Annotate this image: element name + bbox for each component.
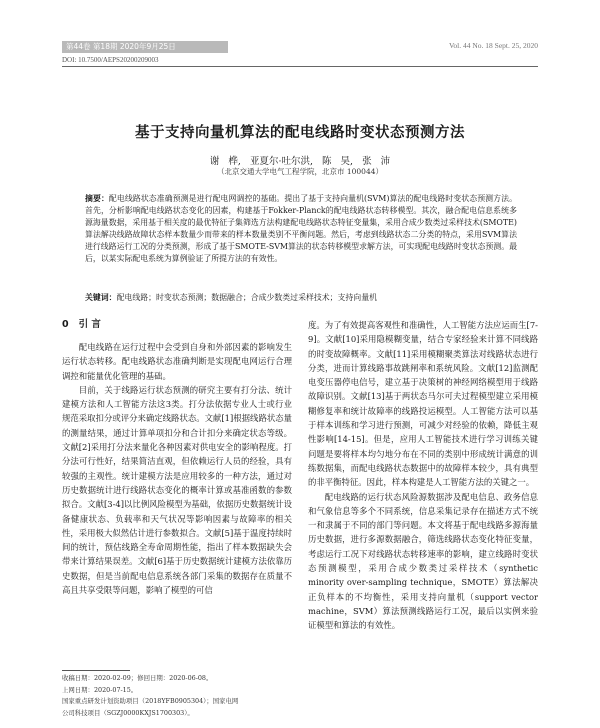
footnotes: [62, 673, 298, 719]
authors: 谢 桦, 亚夏尔·吐尔洪, 陈 昊, 张 沛: [209, 156, 391, 167]
paragraph: 目前，关于线路运行状态预测的研究主要有打分法、统计建模方法和人工智能方法这3类。打分法依据专业人士或行业规范采取扣分或评分来确定线路状态。文献[1]根据线路状态量的测量结果，通过计算单项扣分和合计扣分来确定状态等级。文献[2]采用打分法来量化各种因素对供电安全的影响程度。打分法可行性好，结果简洁直观，但依赖运行人员的经验，具有较强的主观性。统计建模方法是应用较多的一种方法，通过对历史数据统计进行线路状态变化的概率计算或基准函数的参数拟合。文献[3-4]以比例风险模型为基础，依据历史数据统计设备健康状态、负载率和天气状况等影响因素与故障率的相关性，采用极大似然估计进行参数拟合。文献[5]基于温度持续时间的统计，预估线路全寿命周期性能，指出了样本数据缺失会带来计算结果误差。文献[6]基于历史数据统计建模方法依靠历史数据，但是当前配电信息系统各部门采集的数据存在质量不高且共享受限等问题，影响了模型的可信: [62, 384, 292, 596]
header-divider: [62, 66, 538, 67]
section-heading: [62, 318, 292, 332]
abstract-label: 摘要：: [85, 194, 109, 203]
section-number: 0: [62, 319, 69, 330]
journal-issue-banner: 第44卷 第18期 2020年9月25日: [62, 41, 228, 53]
keywords-text: 配电线路；时变状态预测；数据融合；合成少数类过采样技术；支持向量机: [116, 293, 377, 302]
section-title: 引 言: [78, 319, 101, 330]
footnote-line: 公司科技项目（SGZJ0000KXJS1700303）。: [62, 708, 194, 717]
paragraph: 配电线路在运行过程中会受到自身和外部因素的影响发生运行状态转移。配电线路状态准确判断是实现配电网运行合理调控和能量优化管理的基础。: [62, 342, 292, 381]
doi: DOI: 10.7500/AEPS20200209003: [62, 56, 159, 64]
footnote-line: 收稿日期：2020-02-09；修回日期：2020-06-08。: [62, 674, 213, 682]
left-column: [62, 318, 292, 597]
footnote-line: 上网日期：2020-07-15。: [62, 685, 138, 694]
paper-title: 基于支持向量机算法的配电线路时变状态预测方法: [135, 125, 465, 141]
keywords-label: 关键词：: [85, 293, 117, 302]
right-column: [308, 318, 538, 633]
abstract-text: 配电线路状态准确预测是进行配电网调控的基础。提出了基于支持向量机(SVM)算法的配电线路时变状态预测方法。首先，分析影响配电线路状态变化的因素，构建基于Fokker-Planck的配电线路状态转移模型。其次，融合配电信息系统多源海量数据，采用基于相关度的最优特征子集筛选方法构建配电线路状态特征变量集，采用合成少数类过采样技术(SMOTE)算法解决线路故障状态样本数量少而带来的样本数量类别不平衡问题。然后，考虑到线路状态二分类的特点，采用SVM算法进行线路运行工况的分类预测，形成了基于SMOTE-SVM算法的状态转移模型求解方法，可实现配电线路时变状态预测。最后，以某实际配电系统为算例验证了所提方法的有效性。: [85, 194, 517, 264]
paragraph: 度。为了有效提高客观性和准确性，人工智能方法应运而生[7-9]。文献[10]采用隐模糊变量，结合专家经验来计算不同线路的时变故障概率。文献[11]采用模糊聚类算法对线路状态进行分类，进而计算线路事故跳闸率和系统风险。文献[12]监测配电变压器停电信号，建立基于决策树的神经网络模型用于线路故障识别。文献[13]基于两状态马尔可夫过程模型建立采用模糊修复率和统计故障率的线路投运模型。人工智能方法可以基于样本训练和学习进行预测，可减少对经验的依赖，降低主观性影响[14-15]。但是，应用人工智能技术进行学习训练关键问题是要将样本均匀地分布在不同的类别中形成统计满意的训练数据集，而配电线路状态数据中的故障样本较少，具有典型的非平衡特征。因此，样本构建是人工智能方法的关键之一。: [308, 320, 538, 488]
abstract: [85, 193, 517, 266]
keywords: [85, 292, 517, 304]
volume-info: Vol. 44 No. 18 Sept. 25, 2020: [448, 41, 538, 50]
paragraph: 配电线路的运行状态风险源数据涉及配电信息、政务信息和气象信息等多个不同系统，信息采集记录存在描述方式不统一和隶属于不同的部门等问题。本文将基于配电线路多源海量历史数据，进行多源数据融合，筛选线路状态变化特征变量，考虑运行工况下对线路状态转移速率的影响，建立线路时变状态预测模型，采用合成少数类过采样技术（synthetic minority over-sampling technique，SMOTE）算法解决正负样本的不均衡性，采用支持向量机（support vector machine，SVM）算法预测线路运行工况，最后以实例来验证模型和算法的有效性。: [308, 491, 538, 631]
footnote-line: 国家重点研发计划资助项目（2018YFB0905304）；国家电网: [62, 697, 239, 706]
affiliation: （北京交通大学电气工程学院，北京市 100044）: [216, 167, 383, 176]
footnote-divider: [62, 670, 130, 671]
